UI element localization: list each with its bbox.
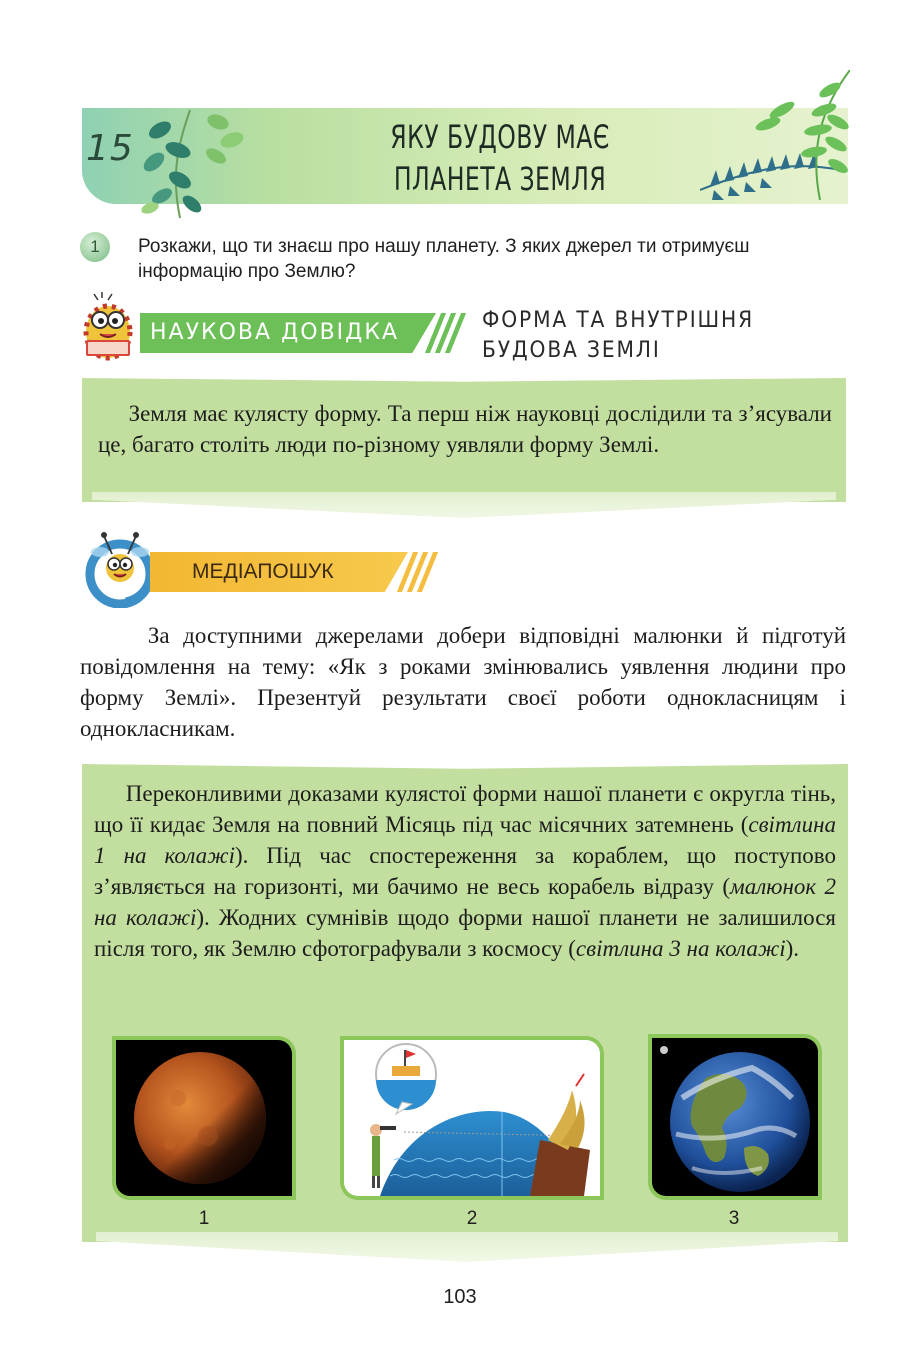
section-title	[482, 306, 813, 366]
science-reference-label: НАУКОВА ДОВІДКА	[150, 320, 400, 345]
moon-eclipse-icon	[116, 1040, 292, 1196]
media-search-text: За доступними джерелами добери відповідні малюнки й підготуй повідомлення на тему: «Як з роками змінювались уявлення людини про форму Землі». Презентуй результати своєї роботи однокласницям і однокласникам.	[80, 623, 847, 741]
photo-1-caption: 1	[198, 1208, 210, 1229]
question-text: Розкажи, що ти знаєш про нашу планету. З яких джерел ти отримуєш інформацію про Землю?	[138, 236, 750, 282]
at-sign-mascot-icon	[80, 522, 160, 608]
science-info-text: Земля має кулясту форму. Та перш ніж науковці дослідили та з’ясували це, багато століть люди по-різному уявляли форму Землі.	[98, 401, 832, 457]
lunar-eclipse-photo	[116, 1040, 292, 1196]
lesson-number: 15	[86, 128, 134, 169]
collage-ref-3: світлина 3 на колажі	[575, 936, 786, 961]
page-number: 103	[443, 1286, 477, 1308]
earth-globe-icon	[652, 1038, 818, 1196]
lesson-title-line-1: ЯКУ БУДОВУ МАЄ	[390, 118, 610, 156]
photo-3-frame	[648, 1034, 822, 1200]
evidence-info-box-shadow	[96, 1232, 838, 1262]
fern-leaves-right-icon	[700, 70, 850, 206]
section-title-line-2: БУДОВА ЗЕМЛІ	[482, 338, 661, 363]
photo-2-frame	[340, 1036, 604, 1200]
question-number-badge: 1	[80, 232, 110, 262]
lesson-title	[336, 116, 664, 200]
lesson-title-line-2: ПЛАНЕТА ЗЕМЛЯ	[393, 160, 607, 198]
photo-3-caption: 3	[728, 1208, 740, 1229]
photo-2-caption: 2	[466, 1208, 478, 1229]
earth-from-space-photo	[652, 1038, 818, 1196]
ship-horizon-icon	[344, 1040, 600, 1196]
collage-ref-2: малюнок 2 на колажі	[94, 874, 836, 930]
section-title-line-1: ФОРМА ТА ВНУТРІШНЯ	[482, 308, 754, 333]
bookworm-mascot-icon	[78, 292, 140, 362]
evidence-text: Переконливими доказами кулястої форми нашої планети є округла тінь, що її кидає Земля на повний Місяць під час місячних затемнень (світлина 1 на колажі). Під час спостереження за кораблем, що поступово з’являється на горизонті, ми бачимо не весь корабель відразу (малюнок 2 на колажі). Жодних сумнівів щодо форми нашої планети не залишилося після того, як Землю сфотографували з космосу (світлина 3 на колажі).	[94, 781, 837, 961]
science-info-box-shadow	[92, 492, 836, 518]
photo-1-frame	[112, 1036, 296, 1200]
media-search-label: МЕДІАПОШУК	[192, 560, 334, 583]
collage-ref-1: світлина 1 на колажі	[94, 812, 836, 868]
ship-horizon-drawing	[344, 1040, 600, 1196]
